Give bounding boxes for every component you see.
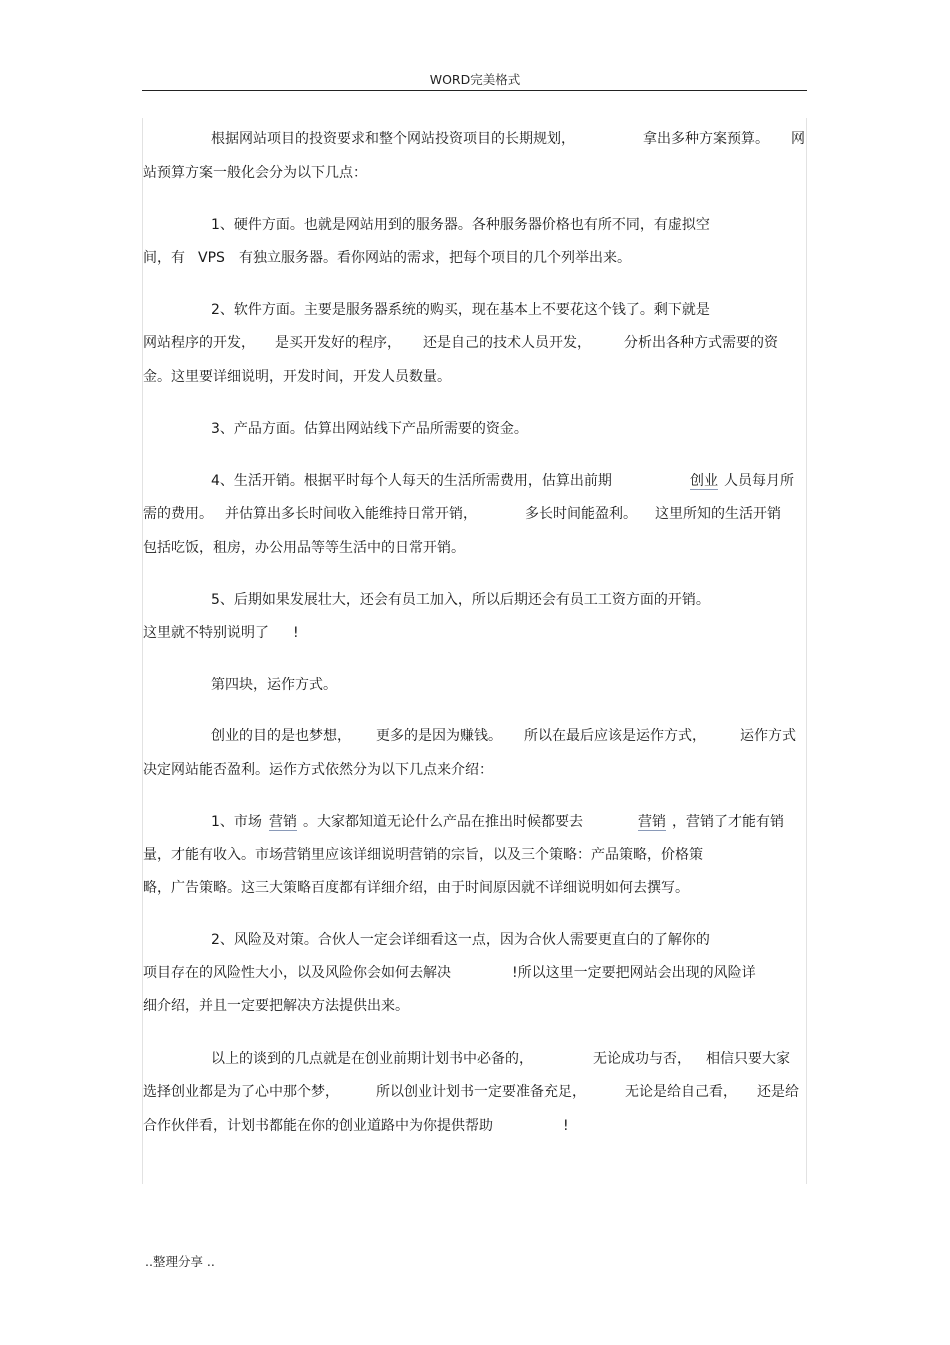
text-segment: 间，有 [143, 250, 185, 266]
text-segment: 更多的是因为赚钱。 [376, 728, 502, 744]
text-segment: 这里就不特别说明了 [143, 625, 269, 641]
text-segment: 2、风险及对策。合伙人一定会详细看这一点，因为合伙人需要更直白的了解你的 [211, 932, 710, 948]
text-segment: 量，才能有收入。市场营销里应该详细说明营销的宗旨，以及三个策略：产品策略，价格策 [143, 847, 703, 863]
text-segment: 还是给 [757, 1084, 799, 1100]
text-segment: 运作方式 [740, 728, 796, 744]
text-segment: 相信只要大家 [706, 1051, 790, 1067]
content-border-right [806, 118, 807, 1184]
text-segment: ! [293, 625, 299, 641]
text-segment: 多长时间能盈利。 [525, 506, 637, 522]
text-line [143, 997, 409, 1015]
text-segment: 2、软件方面。主要是服务器系统的购买，现在基本上不要花这个钱了。剩下就是 [211, 302, 710, 318]
text-segment: 合作伙伴看，计划书都能在你的创业道路中为你提供帮助 [143, 1118, 493, 1134]
text-segment: 创业的目的是也梦想， [211, 728, 351, 744]
text-line [211, 130, 805, 148]
text-segment: 网站程序的开发， [143, 335, 255, 351]
text-segment: 略，广告策略。这三大策略百度都有详细介绍，由于时间原因就不详细说明如何去撰写。 [143, 880, 689, 896]
text-line [211, 813, 784, 831]
text-segment: 是买开发好的程序， [275, 335, 401, 351]
text-line [143, 761, 493, 779]
text-line [211, 216, 710, 234]
text-line [211, 420, 528, 438]
text-segment: 需的费用。 [143, 506, 213, 522]
text-line [143, 879, 689, 897]
text-segment: 无论成功与否， [593, 1051, 691, 1067]
text-segment: 以上的谈到的几点就是在创业前期计划书中必备的， [211, 1051, 533, 1067]
text-line [143, 1117, 569, 1135]
text-line [211, 676, 337, 694]
text-line [143, 846, 703, 864]
text-line [143, 1083, 799, 1101]
text-line [143, 334, 778, 352]
text-segment: 3、产品方面。估算出网站线下产品所需要的资金。 [211, 421, 528, 437]
text-segment: 包括吃饭，租房，办公用品等等生活中的日常开销。 [143, 540, 465, 556]
header-divider [142, 90, 807, 91]
text-segment: 4、生活开销。根据平时每个人每天的生活所需费用，估算出前期 [211, 473, 612, 489]
text-segment: 分析出各种方式需要的资 [624, 335, 778, 351]
content-border-left [142, 118, 143, 1184]
text-segment: ! [563, 1118, 569, 1134]
text-line [211, 591, 710, 609]
text-line [211, 301, 710, 319]
text-segment: 1、市场 [211, 814, 262, 830]
text-line [143, 164, 367, 182]
text-segment: VPS [198, 250, 225, 266]
text-line [143, 539, 465, 557]
text-segment: 并估算出多长时间收入能维持日常开销， [225, 506, 477, 522]
text-line [211, 472, 794, 490]
text-segment: 所以创业计划书一定要准备充足， [376, 1084, 586, 1100]
text-segment: 所以在最后应该是运作方式， [524, 728, 706, 744]
page-footer: ..整理分享 .. [145, 1254, 215, 1269]
text-line [143, 368, 451, 386]
text-segment: 这里所知的生活开销 [655, 506, 781, 522]
text-segment: 金。这里要详细说明，开发时间，开发人员数量。 [143, 369, 451, 385]
text-line [143, 964, 756, 982]
text-segment: 网 [791, 131, 805, 147]
text-line [143, 249, 631, 267]
text-segment: 细介绍，并且一定要把解决方法提供出来。 [143, 998, 409, 1014]
text-segment: ，营销了才能有销 [672, 814, 784, 830]
text-line [143, 624, 299, 642]
text-segment: 拿出多种方案预算。 [643, 131, 769, 147]
text-segment: 有独立服务器。看你网站的需求，把每个项目的几个列举出来。 [239, 250, 631, 266]
text-segment: 选择创业都是为了心中那个梦， [143, 1084, 339, 1100]
text-segment: 项目存在的风险性大小，以及风险你会如何去解决 [143, 965, 451, 981]
text-segment: 决定网站能否盈利。运作方式依然分为以下几点来介绍： [143, 762, 493, 778]
text-segment: 站预算方案一般化会分为以下几点： [143, 165, 367, 181]
link-marketing[interactable]: 营销 [269, 814, 297, 830]
text-segment: 无论是给自己看， [625, 1084, 737, 1100]
link-entrepreneurship[interactable]: 创业 [690, 473, 718, 489]
text-segment: !所以这里一定要把网站会出现的风险详 [512, 965, 756, 981]
text-segment: 5、后期如果发展壮大，还会有员工加入，所以后期还会有员工工资方面的开销。 [211, 592, 710, 608]
text-segment: 根据网站项目的投资要求和整个网站投资项目的长期规划， [211, 131, 575, 147]
text-line [143, 505, 781, 523]
text-line [211, 1050, 790, 1068]
text-segment: 还是自己的技术人员开发， [423, 335, 591, 351]
text-segment: 1、硬件方面。也就是网站用到的服务器。各种服务器价格也有所不同，有虚拟空 [211, 217, 710, 233]
text-segment: 。大家都知道无论什么产品在推出时候都要去 [303, 814, 583, 830]
text-line [211, 931, 710, 949]
page-header: WORD完美格式 [429, 72, 521, 87]
text-line [211, 727, 796, 745]
text-segment: 人员每月所 [724, 473, 794, 489]
link-marketing[interactable]: 营销 [638, 814, 666, 830]
text-segment: 第四块，运作方式。 [211, 677, 337, 693]
